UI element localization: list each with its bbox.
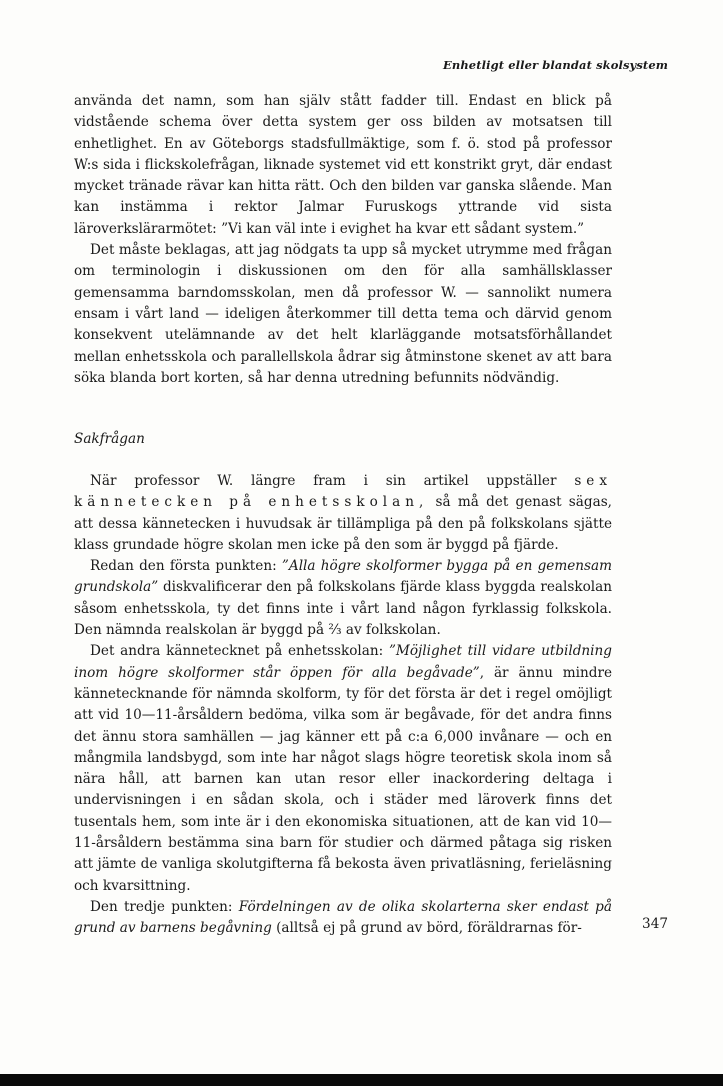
section-heading: Sakfrågan xyxy=(74,431,145,447)
text-run: Det andra kännetecknet på enhetsskolan: xyxy=(90,643,389,660)
text-run: (alltså ej på grund av börd, föräldrarnas för- xyxy=(271,920,582,937)
running-head: Enhetligt eller blandat skolsystem xyxy=(443,58,668,72)
paragraph xyxy=(74,897,612,940)
paragraph: Det måste beklagas, att jag nödgats ta upp så mycket utrymme med frågan om terminologin i diskussionen om den för alla samhällsklasser gemensamma barndomsskolan, men då professor W. — sannolikt numera ensam i vårt land — ideligen återkommer till detta tema och därvid genom konsekvent utelämnande av det helt klarläggande motsatsförhållandet mellan enhetsskola och parallellskola ådrar sig åtminstone skenet av att bara söka blanda bort korten, så har denna utredning befunnits nödvändig. xyxy=(74,242,612,386)
text-run: Den tredje punkten: xyxy=(90,898,239,915)
paragraph xyxy=(74,471,612,556)
paragraph xyxy=(74,556,612,641)
text-run: diskvalificerar den på folkskolans fjärde klass byggda realskolan såsom enhetsskola, ty det finns inte i vårt land någon fyrklassig folkskola. Den nämnda realskolan är byggd på ⅔ av folkskolan. xyxy=(74,579,612,639)
text-block-sakfragan xyxy=(74,471,612,940)
italic-quote: ”Möjlighet till vidare utbildning inom högre skolformer står öppen för alla begåvade” xyxy=(74,643,612,681)
text-run: Redan den första punkten: xyxy=(90,558,282,575)
text-run: så må det genast sägas, att dessa kännetecken i huvudsak är tillämpliga på den på folkskolans sjätte klass grundade högre skolan men icke på den som är byggd på fjärde. xyxy=(74,494,612,553)
italic-quote: Fördelningen av de olika skolarterna sker endast på grund av barnens begåvning xyxy=(74,898,612,937)
text-block-intro xyxy=(74,91,612,389)
text-run: , är ännu mindre kännetecknande för nämnda skolform, ty för det första är det i regel omöjligt att vid 10—11-årsåldern bedöma, vilka som är begåvade, för det andra finns det ännu stora samhällen — jag känner ett på c:a 6,000 invånare — och en mångmila landsbygd, som inte har något slags högre teoretisk skola inom så nära håll, att barnen kan utan resor eller inackordering deltaga i undervisningen i en sådan skola, och i städer med läroverk finns det tusentals hem, som inte är i den ekonomiska situationen, att de kan vid 10—11-årsåldern bestämma sina barn för studier och därmed påtaga sig risken att jämte de vanliga skolutgifterna få bekosta även privatläsning, ferieläsning och kvarsittning. xyxy=(74,664,612,894)
paragraph: använda det namn, som han själv stått fadder till. Endast en blick på vidstående schema över detta system ger oss bilden av motsatsen till enhetlighet. En av Göteborgs stadsfullmäktige, som f. ö. stod på professor W:s sida i flickskolefrågan, liknade systemet vid ett konstrikt gryt, där endast mycket tränade rävar kan hitta rätt. Och den bilden var ganska slående. Man kan instämma i rektor Jalmar Furuskogs yttrande vid sista läroverkslärarmötet: ”Vi kan väl inte i evighet ha kvar ett sådant system.” xyxy=(74,93,612,237)
scan-edge xyxy=(0,1074,723,1086)
spaced-emphasis: sex kännetecken på enhetsskolan, xyxy=(74,473,612,511)
page-number: 347 xyxy=(642,916,668,932)
paragraph xyxy=(74,641,612,897)
text-run: När professor W. längre fram i sin artikel uppställer xyxy=(90,473,575,489)
italic-quote: ”Alla högre skolformer bygga på en gemensam grundskola” xyxy=(74,558,612,596)
